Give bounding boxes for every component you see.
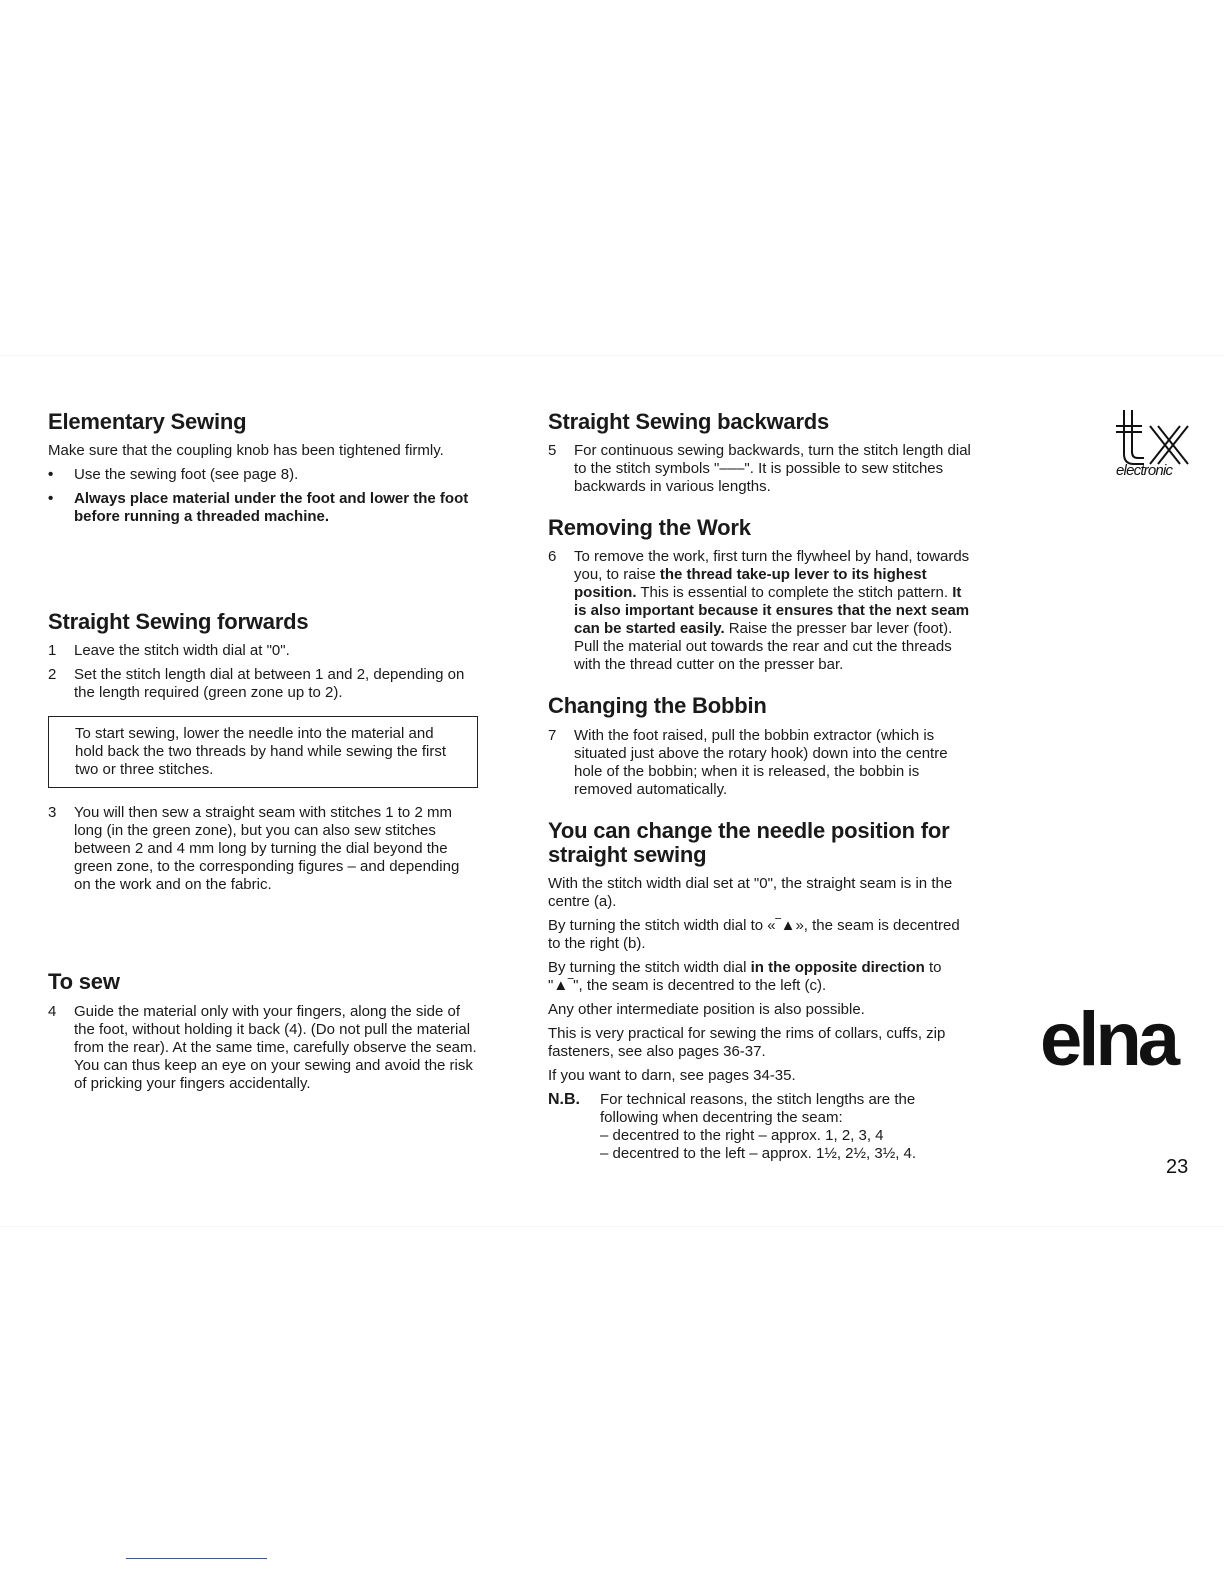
bullet-icon: • bbox=[48, 490, 54, 508]
numbered-item: 6 To remove the work, first turn the flywheel by hand, towards you, to raise the thread take-up lever to its highest position. This is essential to complete the stitch pattern. It is also important because it ensures that the next seam can be started easily. Raise the presser bar lever (foot). Pull the material out towards the rear and cut the threads with the thread cutter on the presser bar. bbox=[548, 548, 970, 674]
numbered-item: 1 Leave the stitch width dial at "0". bbox=[48, 642, 290, 660]
section-title-tosew: To sew bbox=[48, 969, 120, 995]
page-number: 23 bbox=[1166, 1156, 1189, 1178]
section-title-forwards: Straight Sewing forwards bbox=[48, 609, 309, 635]
needle-paragraph: With the stitch width dial set at "0", the straight seam is in the centre (a). bbox=[548, 874, 953, 910]
needle-paragraph: By turning the stitch width dial in the opposite direction to "▲‾", the seam is decentred to the left (c). bbox=[548, 958, 942, 994]
tx-subtitle: electronic bbox=[1116, 462, 1173, 479]
needle-paragraph: By turning the stitch width dial to «‾▲», the seam is decentred to the right (b). bbox=[548, 916, 960, 952]
numbered-item: 3 You will then sew a straight seam with stitches 1 to 2 mm long (in the green zone), but you can also sew stitches between 2 and 4 mm long by turning the dial beyond the green zone, to the corresponding figures – and depending on the work and on the fabric. bbox=[48, 804, 460, 894]
numbered-item: 5 For continuous sewing backwards, turn the stitch length dial to the stitch symbols "–––". It is possible to sew stitches backwards in various lengths. bbox=[548, 442, 971, 496]
elna-logo: elna bbox=[1040, 997, 1177, 1082]
section-title-backwards: Straight Sewing backwards bbox=[548, 409, 830, 434]
nb-note: N.B. For technical reasons, the stitch lengths are the following when decentring the seam: – decentred to the right – approx. 1, 2, 3, 4 – decentred to the left – approx. 1½, 2½, 3½, 4. bbox=[548, 1090, 917, 1162]
note-box: To start sewing, lower the needle into the material and hold back the two threads by hand while sewing the first two or three stitches. bbox=[48, 716, 478, 788]
numbered-item: 2 Set the stitch length dial at between 1 and 2, depending on the length required (green zone up to 2). bbox=[48, 666, 465, 702]
section-title-removing: Removing the Work bbox=[548, 515, 751, 541]
needle-paragraph: If you want to darn, see pages 34-35. bbox=[548, 1066, 796, 1084]
section-title-needle: You can change the needle position for straight sewing bbox=[548, 817, 950, 867]
left-column bbox=[48, 410, 478, 1099]
section-title-bobbin: Changing the Bobbin bbox=[548, 693, 767, 719]
numbered-item: 7 With the foot raised, pull the bobbin extractor (which is situated just above the rotary hook) down into the centre hole of the bobbin; when it is released, the bobbin is removed automatically. bbox=[548, 726, 948, 798]
middle-column bbox=[548, 410, 976, 1163]
needle-paragraph: This is very practical for sewing the rims of collars, cuffs, zip fasteners, see also pages 36-37. bbox=[548, 1024, 946, 1060]
bullet-icon: • bbox=[48, 466, 54, 484]
section-title-elementary: Elementary Sewing bbox=[48, 409, 247, 434]
bullet-item: • Use the sewing foot (see page 8). bbox=[48, 466, 299, 484]
numbered-item: 4 Guide the material only with your fingers, along the side of the foot, without holding it back (4). (Do not pull the material from the rear). At the same time, carefully observe the seam. You can thus keep an eye on your sewing and avoid the risk of pricking your fingers accidentally. bbox=[48, 1002, 477, 1092]
elementary-intro: Make sure that the coupling knob has been tightened firmly. bbox=[48, 442, 444, 460]
needle-paragraph: Any other intermediate position is also possible. bbox=[548, 1000, 865, 1018]
divider bbox=[126, 1558, 267, 1559]
bullet-item: • Always place material under the foot and lower the foot before running a threaded machine. bbox=[48, 490, 469, 526]
